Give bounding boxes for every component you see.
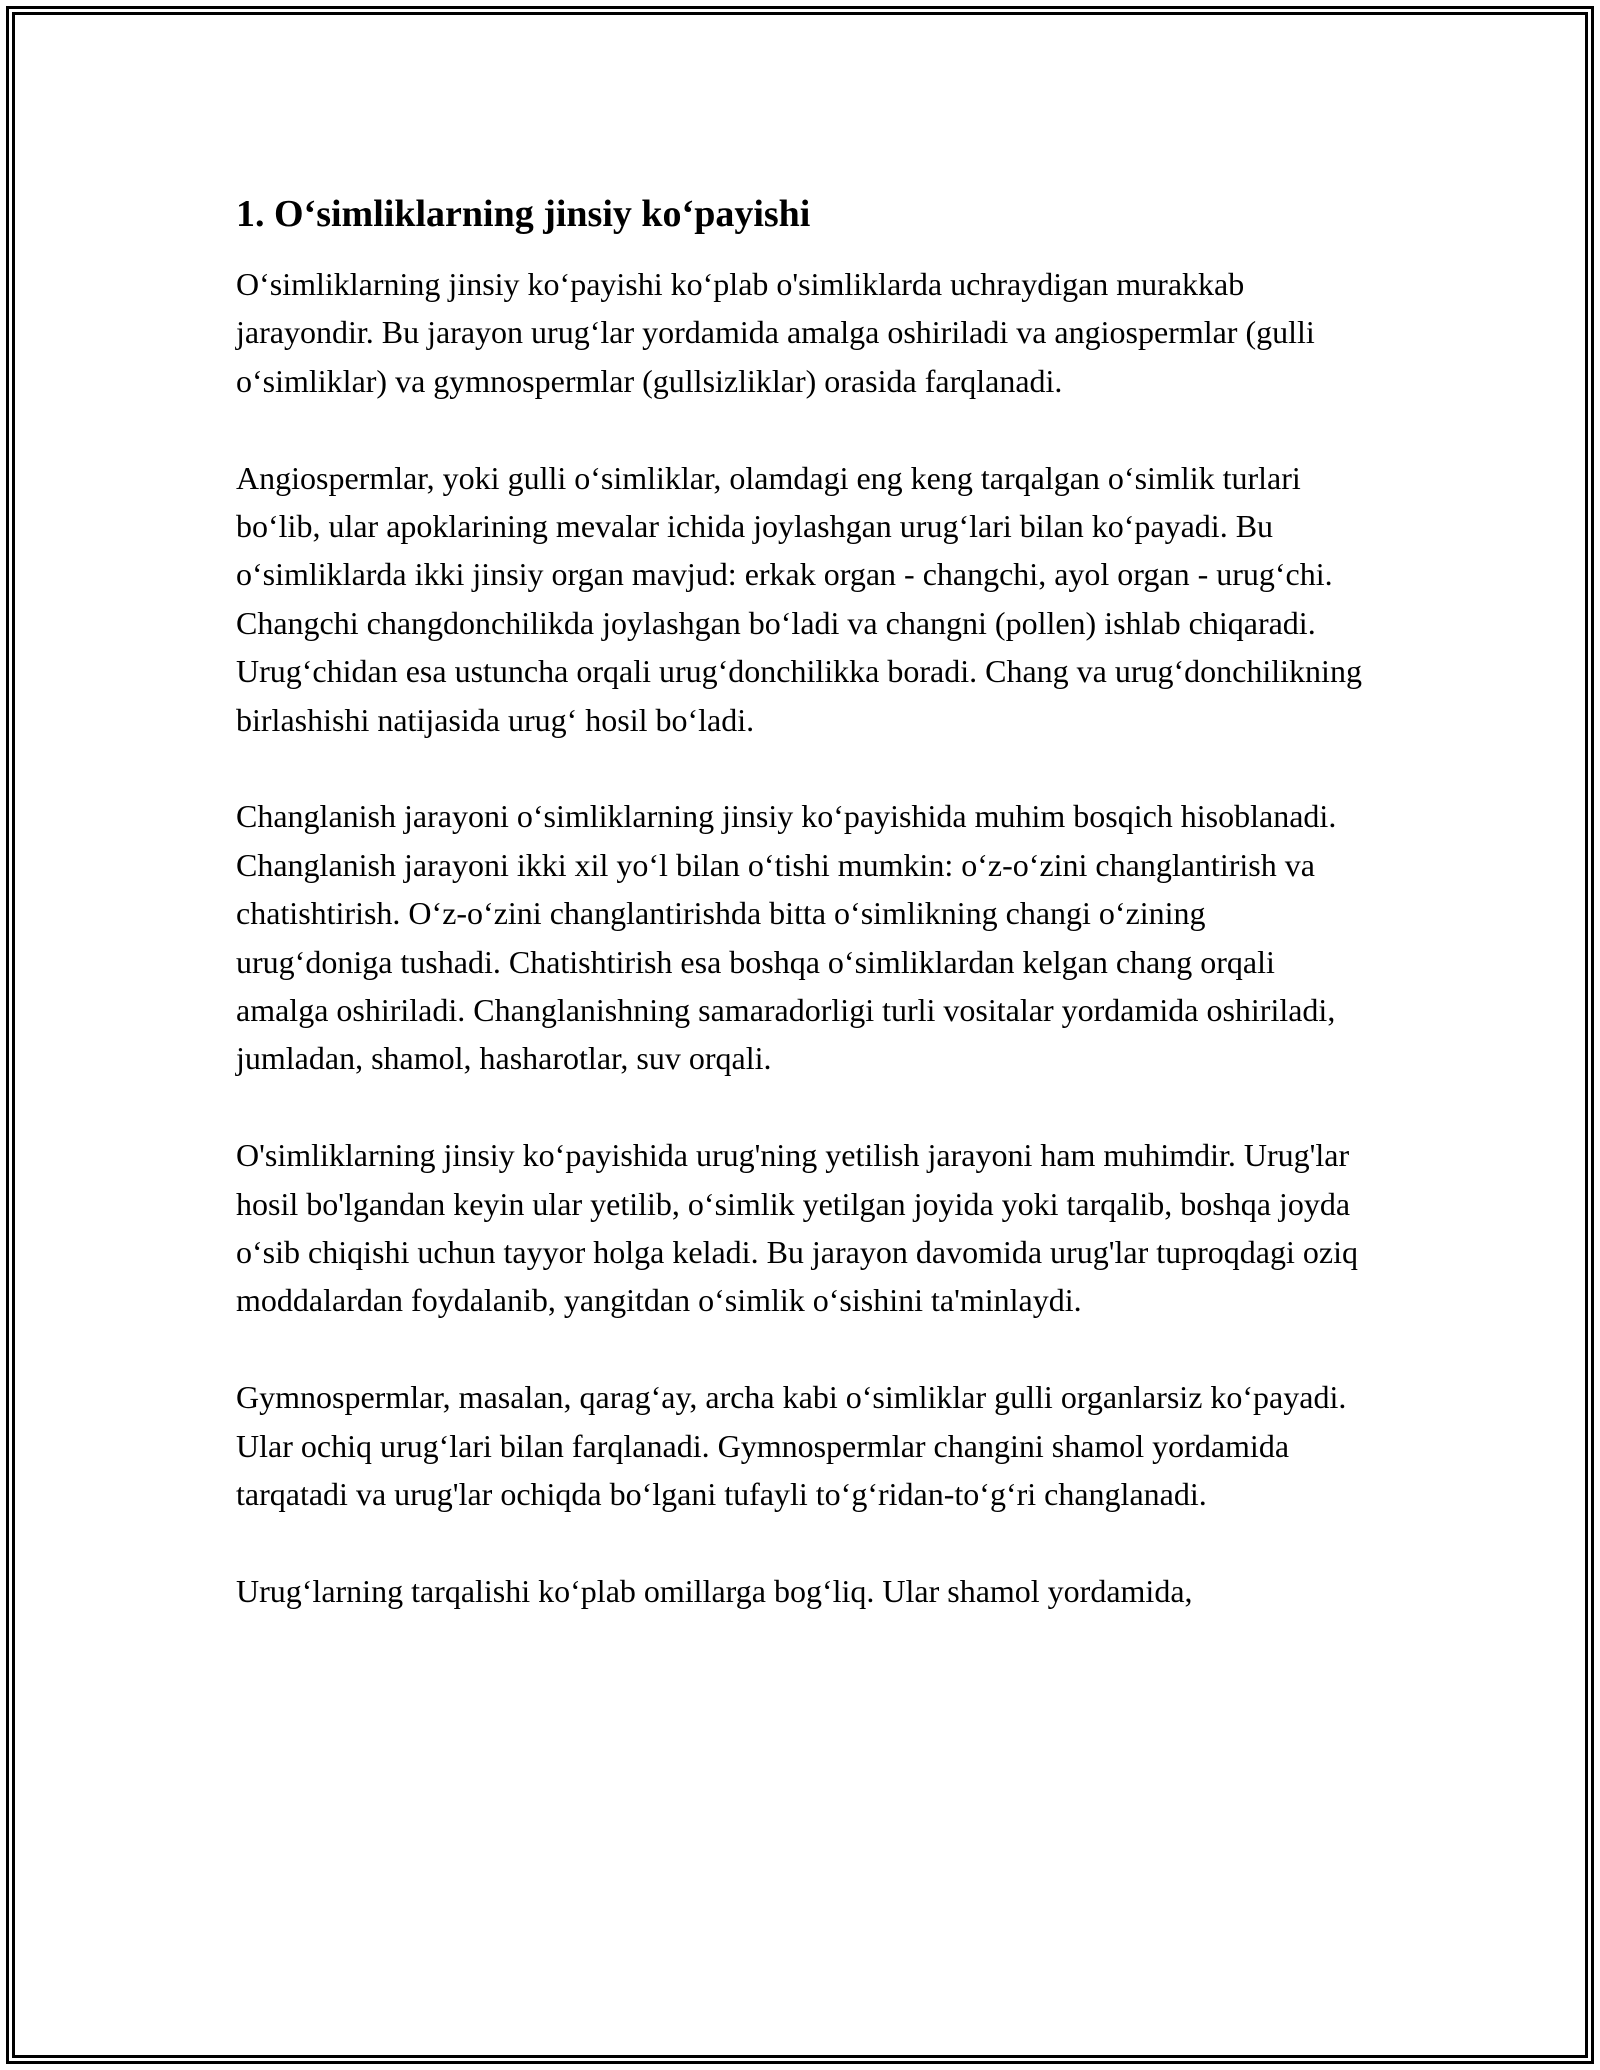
paragraph: O'simliklarning jinsiy ko‘payishida urug'ning yetilish jarayoni ham muhimdir. Urug'lar hosil bo'lgandan keyin ular yetilib, o‘simlik yetilgan joyida yoki tarqalib, boshqa joyda o‘sib chiqishi uchun tayyor holga keladi. Bu jarayon davomida urug'lar tuproqdagi oziq moddalardan foydalanib, yangitdan o‘simlik o‘sishini ta'minlaydi. (236, 1137, 1358, 1319)
paragraph: Changlanish jarayoni o‘simliklarning jinsiy ko‘payishida muhim bosqich hisoblanadi. Changlanish jarayoni ikki xil yo‘l bilan o‘tishi mumkin: o‘z-o‘zini changlantirish va chatishtirish. O‘z-o‘zini changlantirishda bitta o‘simlikning changi o‘zining urug‘doniga tushadi. Chatishtirish esa boshqa o‘simliklardan kelgan chang orqali amalga oshiriladi. Changlanishning samaradorligi turli vositalar yordamida oshiriladi, jumladan, shamol, hasharotlar, suv orqali. (236, 798, 1337, 1077)
paragraph: Angiospermlar, yoki gulli o‘simliklar, olamdagi eng keng tarqalgan o‘simlik turlari bo‘lib, ular apoklarining mevalar ichida joylashgan urug‘lari bilan ko‘payadi. Bu o‘simliklarda ikki jinsiy organ mavjud: erkak organ - changchi, ayol organ - urug‘chi. Changchi changdonchilikda joylashgan bo‘ladi va changni (pollen) ishlab chiqaradi. Urug‘chidan esa ustuncha orqali urug‘donchilikka boradi. Chang va urug‘donchilikning birlashishi natijasida urug‘ hosil bo‘ladi. (236, 459, 1362, 738)
section-heading: 1. O‘simliklarning jinsiy ko‘payishi (236, 193, 811, 235)
document-body (236, 188, 1368, 1615)
paragraph: O‘simliklarning jinsiy ko‘payishi ko‘plab o'simliklarda uchraydigan murakkab jarayondir. Bu jarayon urug‘lar yordamida amalga oshiriladi va angiospermlar (gulli o‘simliklar) va gymnospermlar (gullsizliklar) orasida farqlanadi. (236, 266, 1315, 399)
paragraph: Gymnospermlar, masalan, qarag‘ay, archa kabi o‘simliklar gulli organlarsiz ko‘payadi. Ular ochiq urug‘lari bilan farqlanadi. Gymnospermlar changini shamol yordamida tarqatadi va urug'lar ochiqda bo‘lgani tufayli to‘g‘ridan-to‘g‘ri changlanadi. (236, 1379, 1347, 1513)
paragraph: Urug‘larning tarqalishi ko‘plab omillarga bog‘liq. Ular shamol yordamida, (236, 1572, 1193, 1609)
